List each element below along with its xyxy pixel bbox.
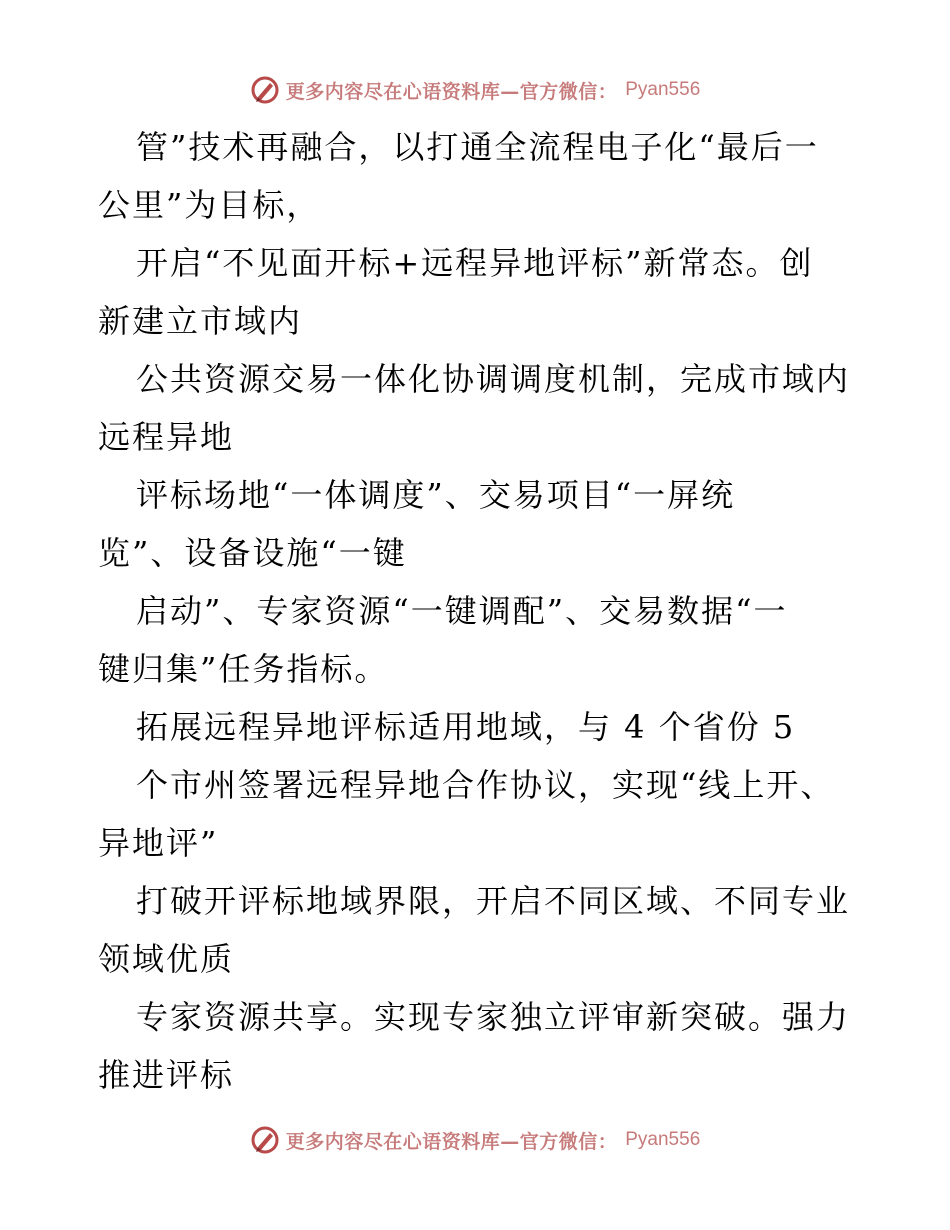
text-line: 评标场地“一体调度”、交易项目“一屏统 xyxy=(136,476,736,514)
text-line: 领域优质 xyxy=(98,940,235,978)
text-line: 览”、设备设施“一键 xyxy=(98,534,407,572)
pen-logo-icon xyxy=(250,75,280,105)
text-line: 新建立市域内 xyxy=(98,302,303,340)
text-line: 管”技术再融合，以打通全流程电子化“最后一 xyxy=(136,128,819,166)
text-line: 推进评标 xyxy=(98,1056,235,1094)
watermark-text: 更多内容尽在心语资料库—官方微信： xyxy=(285,1130,618,1153)
text-line: 个市州签署远程异地合作协议，实现“线上开、 xyxy=(136,766,835,804)
watermark-wechat-id: Pyan556 xyxy=(625,79,701,100)
text-line: 异地评” xyxy=(98,824,219,862)
watermark-header xyxy=(0,72,950,108)
pen-logo-icon xyxy=(250,1125,280,1155)
watermark-wechat-id: Pyan556 xyxy=(625,1129,701,1150)
text-line: 键归集”任务指标。 xyxy=(98,650,389,688)
watermark-text: 更多内容尽在心语资料库—官方微信： xyxy=(285,80,618,103)
text-line: 专家资源共享。实现专家独立评审新突破。强力 xyxy=(136,998,851,1036)
text-line: 公共资源交易一体化协调调度机制，完成市域内 xyxy=(136,360,851,398)
text-line: 远程异地 xyxy=(98,418,235,456)
text-line: 开启“不见面开标+远程异地评标”新常态。创 xyxy=(136,244,814,282)
document-body xyxy=(98,118,858,1104)
watermark-footer xyxy=(0,1122,950,1158)
text-line: 启动”、专家资源“一键调配”、交易数据“一 xyxy=(136,592,788,630)
text-line: 打破开评标地域界限，开启不同区域、不同专业 xyxy=(136,882,851,920)
text-line: 拓展远程异地评标适用地域，与 4 个省份 5 xyxy=(136,708,796,746)
text-line: 公里”为目标， xyxy=(98,186,321,224)
